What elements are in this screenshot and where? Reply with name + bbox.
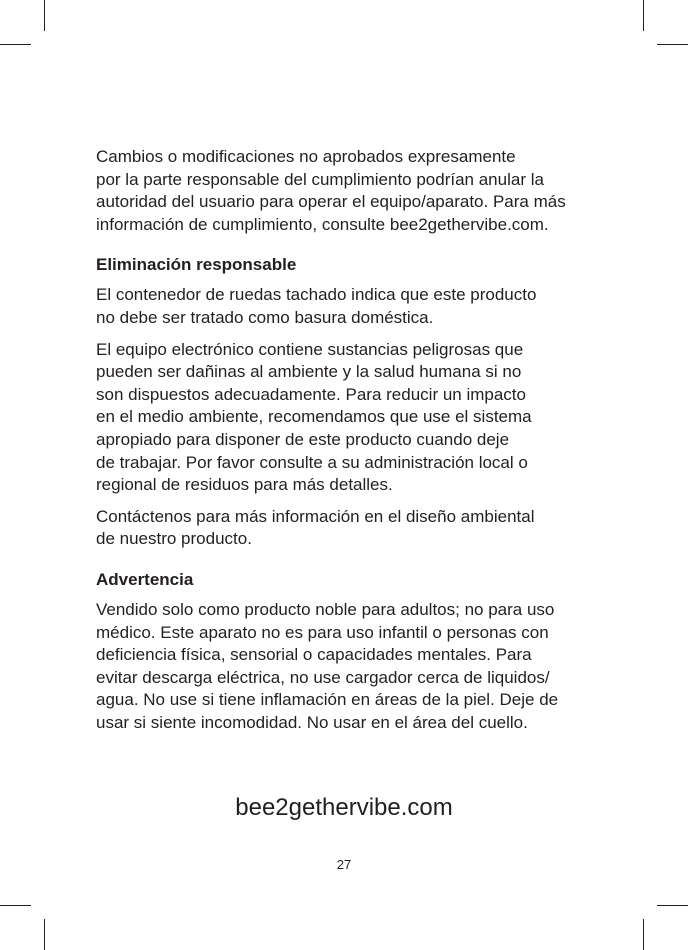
- crop-mark-top-right-vertical: [643, 0, 644, 31]
- disposal-paragraph-contact: Contáctenos para más información en el diseño ambiental de nuestro producto.: [96, 506, 535, 549]
- website-url: bee2gethervibe.com: [235, 794, 453, 821]
- crop-mark-bottom-left-horizontal: [0, 905, 31, 906]
- compliance-paragraph: Cambios o modificaciones no aprobados expresamente por la parte responsable del cumplimiento podrían anular la autoridad del usuario para operar el equipo/aparato. Para más información de cumplimiento, consulte bee2gethervibe.com.: [96, 147, 566, 234]
- crop-mark-top-left-horizontal: [0, 44, 31, 45]
- disposal-paragraph-bin: El contenedor de ruedas tachado indica que este producto no debe ser tratado como basura doméstica.: [96, 285, 537, 327]
- crop-mark-bottom-right-vertical: [643, 919, 644, 950]
- disposal-paragraph-hazard: El equipo electrónico contiene sustancias peligrosas que pueden ser dañinas al ambiente y la salud humana si no son dispuestos adecuadamente. Para reducir un impacto en el medio ambiente, recomendamos que use el sistema apropiado para disponer de este producto cuando deje de trabajar. Por favor consulte a su administración local o regional de residuos para más detalles.: [96, 339, 532, 495]
- warning-heading: Advertencia: [96, 569, 194, 589]
- page-number: 27: [336, 857, 352, 872]
- warning-paragraph: Vendido solo como producto noble para adultos; no para uso médico. Este aparato no es para uso infantil o personas con deficiencia física, sensorial o capacidades mentales. Para evitar descarga eléctrica, no use cargador cerca de liquidos/ agua. No use si tiene inflamación en áreas de la piel. Deje de usar si siente incomodidad. No usar en el área del cuello.: [96, 599, 559, 732]
- crop-mark-bottom-left-vertical: [44, 919, 45, 950]
- page-content: [96, 146, 596, 734]
- disposal-heading: Eliminación responsable: [96, 255, 297, 275]
- crop-mark-bottom-right-horizontal: [657, 905, 688, 906]
- crop-mark-top-right-horizontal: [657, 44, 688, 45]
- crop-mark-top-left-vertical: [44, 0, 45, 31]
